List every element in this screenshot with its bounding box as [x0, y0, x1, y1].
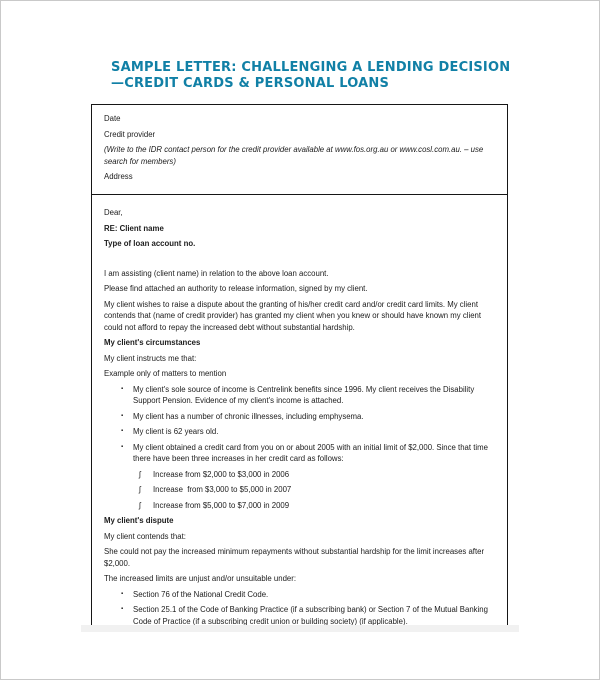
salutation: Dear, — [104, 208, 123, 217]
circumstances-lead-in: My client instructs me that: — [104, 353, 197, 363]
letter-title-line2: —CREDIT CARDS & PERSONAL LOANS — [111, 76, 390, 91]
sub-bullet-icon: ʃ — [139, 485, 141, 494]
letter-title — [111, 60, 531, 92]
square-bullet-icon: ▪ — [121, 590, 124, 597]
page-break-strip — [81, 625, 519, 632]
date-placeholder: Date — [104, 114, 121, 123]
intro-paragraph: I am assisting (client name) in relation to the above loan account. — [104, 268, 329, 278]
re-line: RE: Client name — [104, 223, 164, 233]
letter-title-line1: SAMPLE LETTER: CHALLENGING A LENDING DECISION — [111, 60, 511, 75]
bullet-text: My client obtained a credit card from you on or about 2005 with an initial limit of $2,000. Since that time there have been three increases in her credit card as follows: — [133, 442, 488, 463]
increase-text: Increase from $2,000 to $3,000 in 2006 — [153, 469, 290, 479]
bullet-item — [104, 589, 495, 601]
increase-text: Increase from $5,000 to $7,000 in 2009 — [153, 500, 290, 510]
intro-paragraph: My client wishes to raise a dispute about the granting of his/her credit card and/or credit card limits. My client contends that (name of credit provider) has granted my client when you knew or should have known my client could not afford to repay the increased debt without substantial hardship. — [104, 299, 482, 332]
dispute-lead-in: My client contends that: — [104, 531, 186, 541]
bullet-item — [104, 604, 495, 625]
sub-bullet-item — [104, 469, 495, 481]
dispute-paragraph: The increased limits are unjust and/or unsuitable under: — [104, 574, 296, 583]
address-placeholder: Address — [104, 172, 133, 181]
idr-contact-note: (Write to the IDR contact person for the credit provider available at www.fos.org.au or www.cosl.com.au. – use search for members) — [104, 145, 484, 166]
bullet-text: Section 25.1 of the Code of Banking Practice (if a subscribing bank) or Section 7 of the Mutual Banking Code of Practice (if a subscribing credit union or building society) (if applicable). — [133, 605, 488, 625]
sub-bullet-item — [104, 500, 495, 512]
address-block — [92, 105, 507, 195]
bullet-item — [104, 426, 495, 438]
circumstances-note: Example only of matters to mention — [104, 369, 227, 378]
letter-body — [92, 195, 507, 625]
sub-bullet-icon: ʃ — [139, 469, 141, 479]
square-bullet-icon: ▪ — [121, 385, 124, 392]
bullet-item — [104, 442, 495, 465]
dispute-paragraph: She could not pay the increased minimum repayments without substantial hardship for the limit increases after $2,000. — [104, 547, 485, 568]
increase-text: Increase from $3,000 to $5,000 in 2007 — [153, 485, 292, 494]
bullet-text: My client has a number of chronic illnesses, including emphysema. — [133, 411, 364, 421]
square-bullet-icon: ▪ — [121, 428, 124, 434]
bullet-text: My client's sole source of income is Centrelink benefits since 1996. My client receives the Disability Support Pension. Evidence of my client's income is attached. — [133, 384, 475, 405]
credit-provider-placeholder: Credit provider — [104, 129, 156, 139]
intro-paragraph: Please find attached an authority to release information, signed by my client. — [104, 284, 368, 293]
bullet-item — [104, 384, 495, 407]
subject-line: Type of loan account no. — [104, 239, 196, 248]
sub-bullet-icon: ʃ — [139, 500, 141, 510]
circumstances-heading: My client's circumstances — [104, 338, 201, 347]
bullet-text: My client is 62 years old. — [133, 427, 219, 436]
square-bullet-icon: ▪ — [121, 443, 124, 450]
bullet-item — [104, 411, 495, 423]
dispute-heading: My client's dispute — [104, 516, 174, 525]
sub-bullet-item — [104, 484, 495, 496]
bullet-text: Section 76 of the National Credit Code. — [133, 589, 269, 599]
square-bullet-icon: ▪ — [121, 412, 124, 419]
square-bullet-icon: ▪ — [121, 606, 124, 612]
letter-frame — [91, 104, 508, 625]
